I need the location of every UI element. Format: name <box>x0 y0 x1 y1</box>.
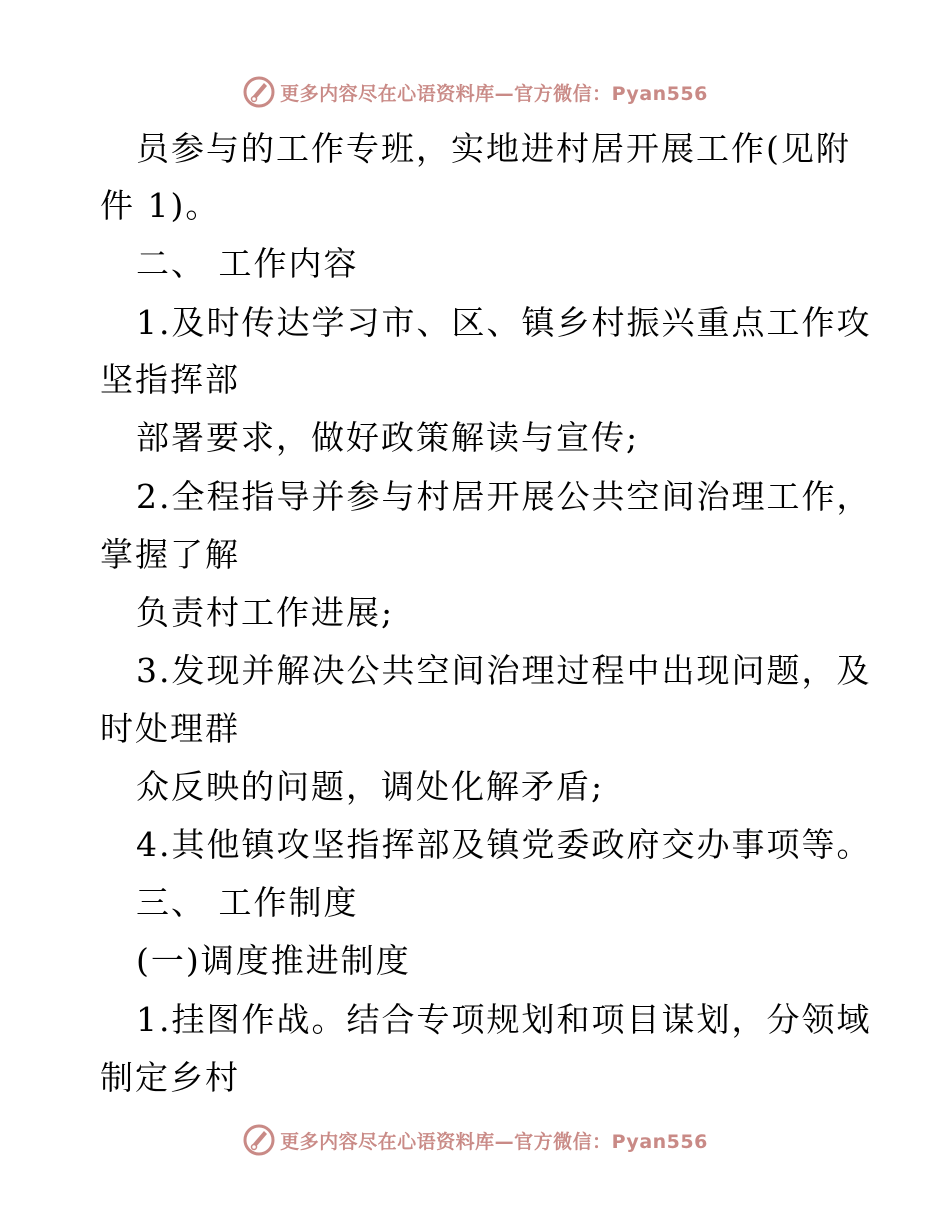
text-line: 1.及时传达学习市、区、镇乡村振兴重点工作攻 <box>136 303 872 342</box>
text-line: 坚指挥部 <box>100 360 240 399</box>
watermark-footer <box>0 1120 950 1160</box>
section-heading: 二、 工作内容 <box>136 244 359 283</box>
watermark-header <box>0 72 950 112</box>
text-line: 3.发现并解决公共空间治理过程中出现问题，及 <box>136 651 872 690</box>
text-line: 员参与的工作专班，实地进村居开展工作(见附 <box>136 129 851 168</box>
watermark-text: 更多内容尽在心语资料库—官方微信：Pyan556 <box>280 82 708 105</box>
text-line: 众反映的问题，调处化解矛盾; <box>136 767 605 806</box>
text-line: 件 1)。 <box>100 186 221 225</box>
text-line: 制定乡村 <box>100 1058 240 1097</box>
text-line: 时处理群 <box>100 709 240 748</box>
watermark-logo-icon <box>242 1123 276 1157</box>
watermark-text: 更多内容尽在心语资料库—官方微信：Pyan556 <box>280 1130 708 1153</box>
text-line: 负责村工作进展; <box>136 593 395 632</box>
text-line: 4.其他镇攻坚指挥部及镇党委政府交办事项等。 <box>136 825 872 864</box>
watermark-logo-icon <box>242 75 276 109</box>
text-line: 1.挂图作战。结合专项规划和项目谋划，分领域 <box>136 1000 872 1039</box>
text-line: 2.全程指导并参与村居开展公共空间治理工作， <box>136 477 872 516</box>
text-line: 部署要求，做好政策解读与宣传; <box>136 418 640 457</box>
text-line: 掌握了解 <box>100 535 240 574</box>
subsection-heading: (一)调度推进制度 <box>136 941 411 980</box>
section-heading: 三、 工作制度 <box>136 883 359 922</box>
